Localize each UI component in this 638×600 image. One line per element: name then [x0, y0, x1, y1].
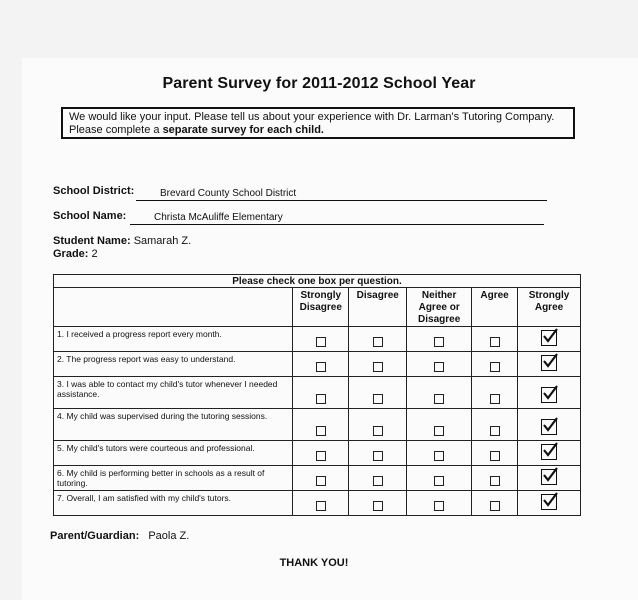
guardian-label: Parent/Guardian: [50, 530, 140, 542]
checkbox[interactable] [316, 394, 326, 404]
student-value[interactable]: Samarah Z. [133, 235, 192, 247]
checkmark-icon [541, 441, 559, 459]
checkbox[interactable] [434, 476, 444, 486]
answer-cell [472, 441, 518, 466]
question-text: 6. My child is performing better in schools as a result of tutoring. [54, 466, 293, 491]
checkmark-icon [541, 491, 559, 509]
table-row [54, 352, 581, 377]
checked-box[interactable] [541, 419, 557, 435]
survey-title: Parent Survey for 2011-2012 School Year [162, 75, 476, 92]
survey-table [53, 274, 581, 516]
checked-box[interactable] [541, 494, 557, 510]
answer-cell [293, 441, 349, 466]
checkmark-icon [541, 384, 559, 402]
answer-cell [518, 377, 581, 409]
intro-line-2-bold: separate survey for each child. [162, 124, 324, 136]
answer-cell [349, 491, 407, 516]
grade-value[interactable]: 2 [91, 248, 98, 260]
checkbox[interactable] [316, 426, 326, 436]
checkbox[interactable] [434, 501, 444, 511]
header-row [54, 288, 581, 327]
answer-cell [349, 466, 407, 491]
answer-cell [472, 466, 518, 491]
answer-cell [518, 441, 581, 466]
checkbox[interactable] [490, 451, 500, 461]
checkbox[interactable] [316, 451, 326, 461]
answer-cell [293, 327, 349, 352]
school-label-text: School Name: [53, 210, 127, 222]
col-disagree: Disagree [349, 288, 407, 327]
checkbox[interactable] [434, 451, 444, 461]
checked-box[interactable] [541, 387, 557, 403]
table-row [54, 327, 581, 352]
answer-cell [407, 441, 472, 466]
answer-cell [407, 327, 472, 352]
intro-box [61, 107, 575, 139]
table-row [54, 377, 581, 409]
checkmark-icon [541, 416, 559, 434]
table-row [54, 441, 581, 466]
checked-box[interactable] [541, 444, 557, 460]
guardian-row [50, 530, 189, 542]
table-row [54, 491, 581, 516]
checkbox[interactable] [316, 337, 326, 347]
question-text: 3. I was able to contact my child's tutor whenever I needed assistance. [54, 377, 293, 409]
checkmark-icon [541, 466, 559, 484]
answer-cell [293, 466, 349, 491]
checkbox[interactable] [316, 501, 326, 511]
answer-cell [518, 327, 581, 352]
answer-cell [349, 409, 407, 441]
checkmark-icon [541, 327, 559, 345]
answer-cell [518, 491, 581, 516]
table-banner: Please check one box per question. [54, 275, 581, 288]
thank-you-text: THANK YOU! [279, 557, 349, 569]
checkbox[interactable] [434, 362, 444, 372]
checkbox[interactable] [490, 426, 500, 436]
checkbox[interactable] [434, 426, 444, 436]
answer-cell [293, 352, 349, 377]
answer-cell [518, 352, 581, 377]
checkbox[interactable] [434, 394, 444, 404]
table-row [54, 466, 581, 491]
answer-cell [472, 491, 518, 516]
grade-label: Grade: [53, 248, 89, 260]
answer-cell [407, 409, 472, 441]
checkbox[interactable] [373, 501, 383, 511]
student-label: Student Name: [53, 235, 131, 247]
checkbox[interactable] [373, 451, 383, 461]
intro-line-2-prefix: Please complete a [69, 124, 163, 136]
col-strongly-disagree: Strongly Disagree [293, 288, 349, 327]
intro-line-2 [69, 124, 567, 137]
answer-cell [518, 409, 581, 441]
checkbox[interactable] [373, 394, 383, 404]
answer-cell [472, 409, 518, 441]
guardian-value[interactable]: Paola Z. [148, 530, 190, 542]
school-label [53, 210, 126, 222]
answer-cell [472, 377, 518, 409]
answer-cell [293, 409, 349, 441]
question-text: 4. My child was supervised during the tutoring sessions. [54, 409, 293, 441]
col-strongly-agree: Strongly Agree [518, 288, 581, 327]
checkbox[interactable] [373, 476, 383, 486]
checkbox[interactable] [373, 362, 383, 372]
checked-box[interactable] [541, 330, 557, 346]
answer-cell [407, 377, 472, 409]
checkbox[interactable] [490, 337, 500, 347]
checkbox[interactable] [434, 337, 444, 347]
col-neither: Neither Agree or Disagree [407, 288, 472, 327]
answer-cell [472, 352, 518, 377]
answer-cell [349, 352, 407, 377]
checkbox[interactable] [373, 426, 383, 436]
answer-cell [349, 327, 407, 352]
answer-cell [349, 377, 407, 409]
answer-cell [407, 491, 472, 516]
answer-cell [472, 327, 518, 352]
checked-box[interactable] [541, 355, 557, 371]
answer-cell [407, 466, 472, 491]
question-text: 5. My child's tutors were courteous and professional. [54, 441, 293, 466]
checkbox[interactable] [490, 362, 500, 372]
checkbox[interactable] [316, 362, 326, 372]
question-text: 7. Overall, I am satisfied with my child's tutors. [54, 491, 293, 516]
checkbox[interactable] [316, 476, 326, 486]
district-label [53, 185, 134, 197]
question-text: 1. I received a progress report every month. [54, 327, 293, 352]
checkbox[interactable] [490, 501, 500, 511]
checkbox[interactable] [490, 476, 500, 486]
district-field[interactable]: Brevard County School District [136, 187, 547, 201]
school-field[interactable]: Christa McAuliffe Elementary [130, 211, 544, 225]
answer-cell [518, 466, 581, 491]
grade-row [53, 248, 98, 260]
answer-cell [407, 352, 472, 377]
checkbox[interactable] [373, 337, 383, 347]
answer-cell [349, 441, 407, 466]
district-label-text: School District: [53, 185, 135, 197]
checkbox[interactable] [490, 394, 500, 404]
question-rows [54, 327, 581, 516]
intro-line-1: We would like your input. Please tell us about your experience with Dr. Larman's Tutoring Company. [69, 111, 555, 123]
col-agree: Agree [472, 288, 518, 327]
checked-box[interactable] [541, 469, 557, 485]
checkmark-icon [541, 352, 559, 370]
question-text: 2. The progress report was easy to understand. [54, 352, 293, 377]
answer-cell [293, 377, 349, 409]
table-row [54, 409, 581, 441]
answer-cell [293, 491, 349, 516]
question-header [54, 288, 293, 327]
student-row [53, 235, 191, 247]
